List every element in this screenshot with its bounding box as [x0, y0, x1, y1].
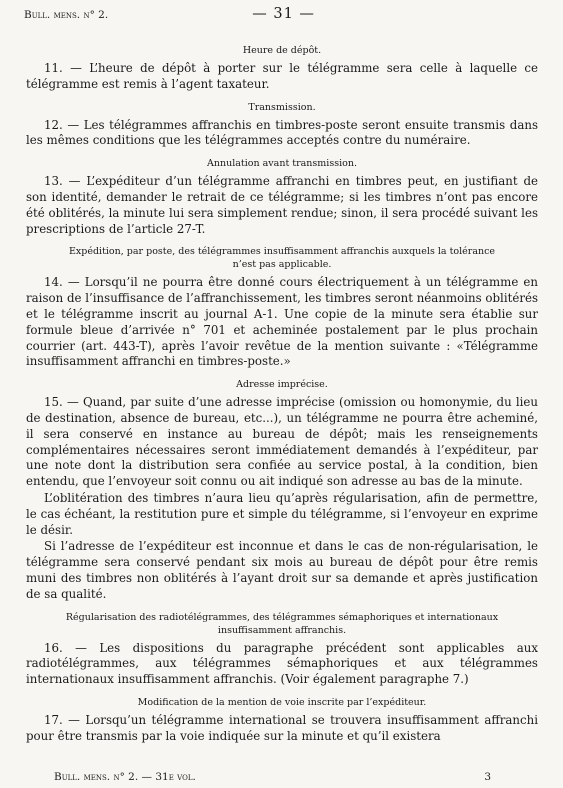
footer-journal-volume: Bull. mens. n° 2. — 31e vol. — [54, 771, 196, 783]
section-transmission — [26, 101, 538, 150]
section-annulation — [26, 157, 538, 237]
paragraph-15: 15. — Quand, par suite d’une adresse imprécise (omission ou homonymie, du lieu de destination, absence de bureau, etc...), un télégramme ne pourra être acheminé, il sera conservé en instance au bureau de dépôt; mais les renseignements complémentaires nécessaires seront immédiatement demandés à l’expéditeur, par une note dont la distribution sera confiée au service postal, à la condition, bien entendu, que l’envoyeur soit connu ou ait indiqué son adresse au bas de la minute. — [26, 395, 538, 489]
section-title: Régularisation des radiotélégrammes, des télégrammes sémaphoriques et internationaux insuffisamment affranchis. — [65, 611, 499, 636]
paragraph-17: 17. — Lorsqu’un télégramme international se trouvera insuffisamment affranchi pour être transmis par la voie indiquée sur la minute et qu’il existera — [26, 712, 538, 743]
section-expedition-par-poste — [26, 245, 538, 370]
paragraph-11: 11. — L’heure de dépôt à porter sur le télégramme sera celle à laquelle ce télégramme est remis à l’agent taxateur. — [26, 61, 538, 91]
paragraph-16: 16. — Les dispositions du paragraphe précédent sont applicables aux radiotélégrammes, aux télégrammes sémaphoriques et aux télégrammes internationaux insuffisamment affranchis. (Voir également paragraphe 7.) — [26, 640, 538, 687]
running-header — [24, 6, 539, 22]
section-title: Heure de dépôt. — [242, 45, 322, 56]
section-title: Transmission. — [248, 101, 316, 113]
running-footer — [54, 771, 491, 783]
section-adresse-imprecise — [26, 378, 538, 602]
section-heure-de-depot — [26, 44, 538, 93]
page-number: — 31 — — [252, 6, 315, 22]
section-modification-voie — [26, 696, 538, 745]
header-journal: Bull. mens. n° 2. — [24, 9, 109, 21]
paragraph-12: 12. — Les télégrammes affranchis en timbres-poste seront ensuite transmis dans les mêmes conditions que les télégrammes acceptés contre du numéraire. — [26, 117, 538, 148]
paragraph-15-continued: L’oblitération des timbres n’aura lieu qu’après régularisation, afin de permettre, le cas échéant, la restitution pure et simple du télégramme, si l’envoyeur en exprime le désir. — [26, 490, 538, 537]
paragraph-14: 14. — Lorsqu’il ne pourra être donné cours électriquement à un télégramme en raison de l’insuffisance de l’affranchissement, les timbres seront néanmoins oblitérés et le télégramme inscrit au journal A-1. Une copie de la minute sera établie sur formule bleue d’arrivée n° 701 et acheminée postalement par le plus prochain courrier (art. 443-T), après l’avoir revêtue de la mention suivante : «Télégramme insuffisamment affranchi en timbres-poste.» — [26, 275, 538, 369]
footer-sheet-number: 3 — [484, 771, 491, 783]
section-title: Modification de la mention de voie inscrite par l’expéditeur. — [137, 696, 427, 708]
paragraph-15-final: Si l’adresse de l’expéditeur est inconnue et dans le cas de non-régularisation, le télégramme sera conservé pendant six mois au bureau de dépôt pour être remis muni des timbres non oblitérés à l’ayant droit sur sa demande et après justification de sa qualité. — [26, 539, 538, 601]
section-title: Expédition, par poste, des télégrammes insuffisamment affranchis auxquels la tolérance n’est pas applicable. — [68, 246, 496, 271]
section-title: Annulation avant transmission. — [207, 158, 357, 170]
section-regularisation — [26, 611, 538, 688]
document-body — [26, 44, 538, 753]
paragraph-13: 13. — L’expéditeur d’un télégramme affranchi en timbres peut, en justifiant de son identité, demander le retrait de ce télégramme; si les timbres n’ont pas encore été oblitérés, la minute lui sera simplement rendue; sinon, il sera procédé suivant les prescriptions de l’article 27-T. — [26, 174, 538, 236]
section-title: Adresse imprécise. — [236, 379, 328, 391]
